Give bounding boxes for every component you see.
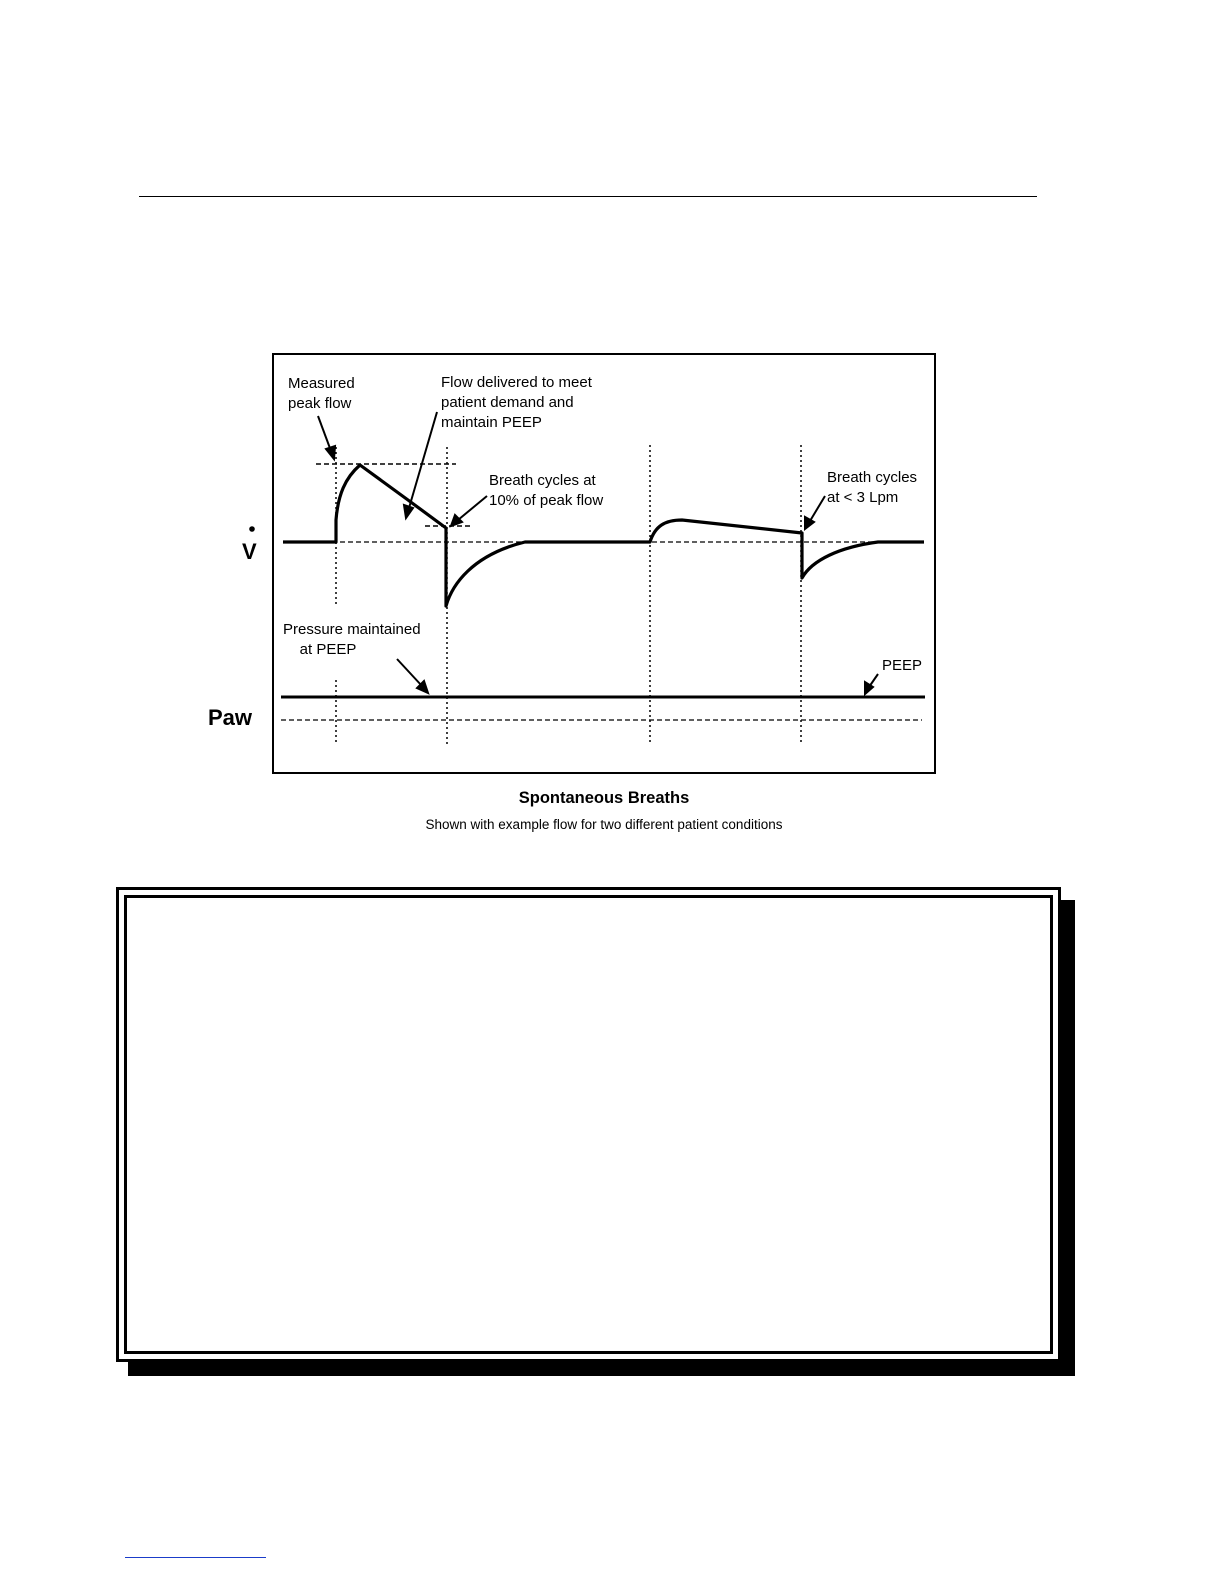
pressure-maintained-label: Pressure maintained at PEEP xyxy=(283,621,421,658)
flow-delivered-label: Flow delivered to meet patient demand and maintain PEEP xyxy=(441,374,592,431)
figure-title: Spontaneous Breaths xyxy=(518,789,690,807)
diagram-frame xyxy=(272,353,936,774)
pressure-axis-label: Paw xyxy=(208,705,253,730)
breath-cycles-3-label: Breath cycles at < 3 Lpm xyxy=(827,469,918,506)
breath-cycles-10-label: Breath cycles at 10% of peak flow xyxy=(489,472,604,509)
flow-symbol-dot xyxy=(249,526,255,532)
note-box-inner-border xyxy=(124,895,1053,1354)
peep-label: PEEP xyxy=(882,657,923,674)
flow-axis-label: V xyxy=(242,539,257,564)
note-box xyxy=(116,887,1061,1362)
measured-peak-flow-label: Measured peak flow xyxy=(288,375,355,412)
footnote-rule xyxy=(125,1557,266,1558)
figure-subtitle: Shown with example flow for two different patient conditions xyxy=(425,817,783,832)
header-rule xyxy=(139,196,1037,197)
